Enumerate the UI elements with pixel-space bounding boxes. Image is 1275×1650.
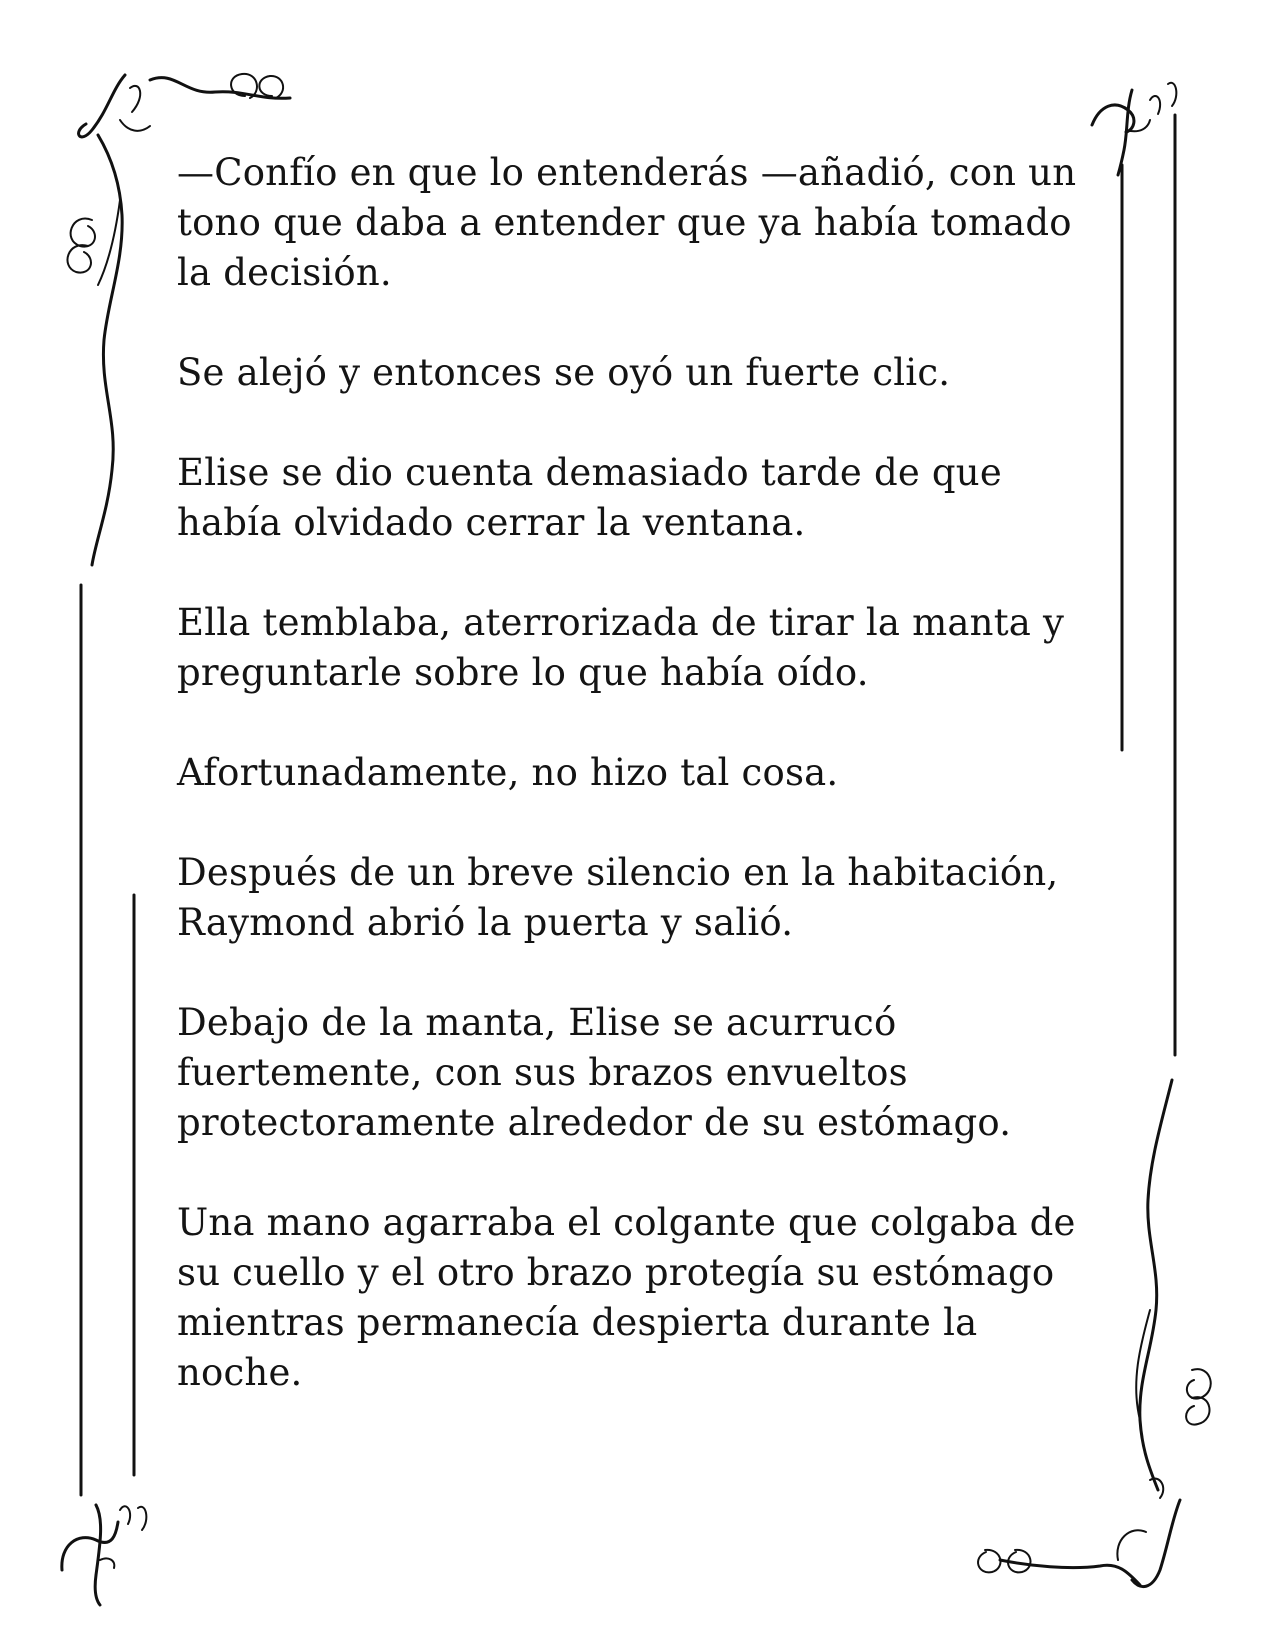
bottom-left-flourish [62,1505,147,1605]
paragraph: Debajo de la manta, Elise se acurrucó fuertemente, con sus brazos envueltos protectoramente alrededor de su estómago. [177,1001,1012,1144]
paragraph: Elise se dio cuenta demasiado tarde de que había olvidado cerrar la ventana. [177,451,1002,544]
paragraph: Después de un breve silencio en la habitación, Raymond abrió la puerta y salió. [177,851,1059,944]
paragraph: —Confío en que lo entenderás —añadió, con un tono que daba a entender que ya había tomado la decisión. [177,151,1077,294]
page-body-text [177,148,1107,1448]
paragraph: Ella temblaba, aterrorizada de tirar la manta y preguntarle sobre lo que había oído. [177,601,1065,694]
paragraph: Afortunadamente, no hizo tal cosa. [177,751,839,794]
paragraph: Se alejó y entonces se oyó un fuerte clic. [177,351,951,394]
paragraph: Una mano agarraba el colgante que colgaba de su cuello y el otro brazo protegía su estómago mientras permanecía despierta durante la noche. [177,1201,1076,1394]
